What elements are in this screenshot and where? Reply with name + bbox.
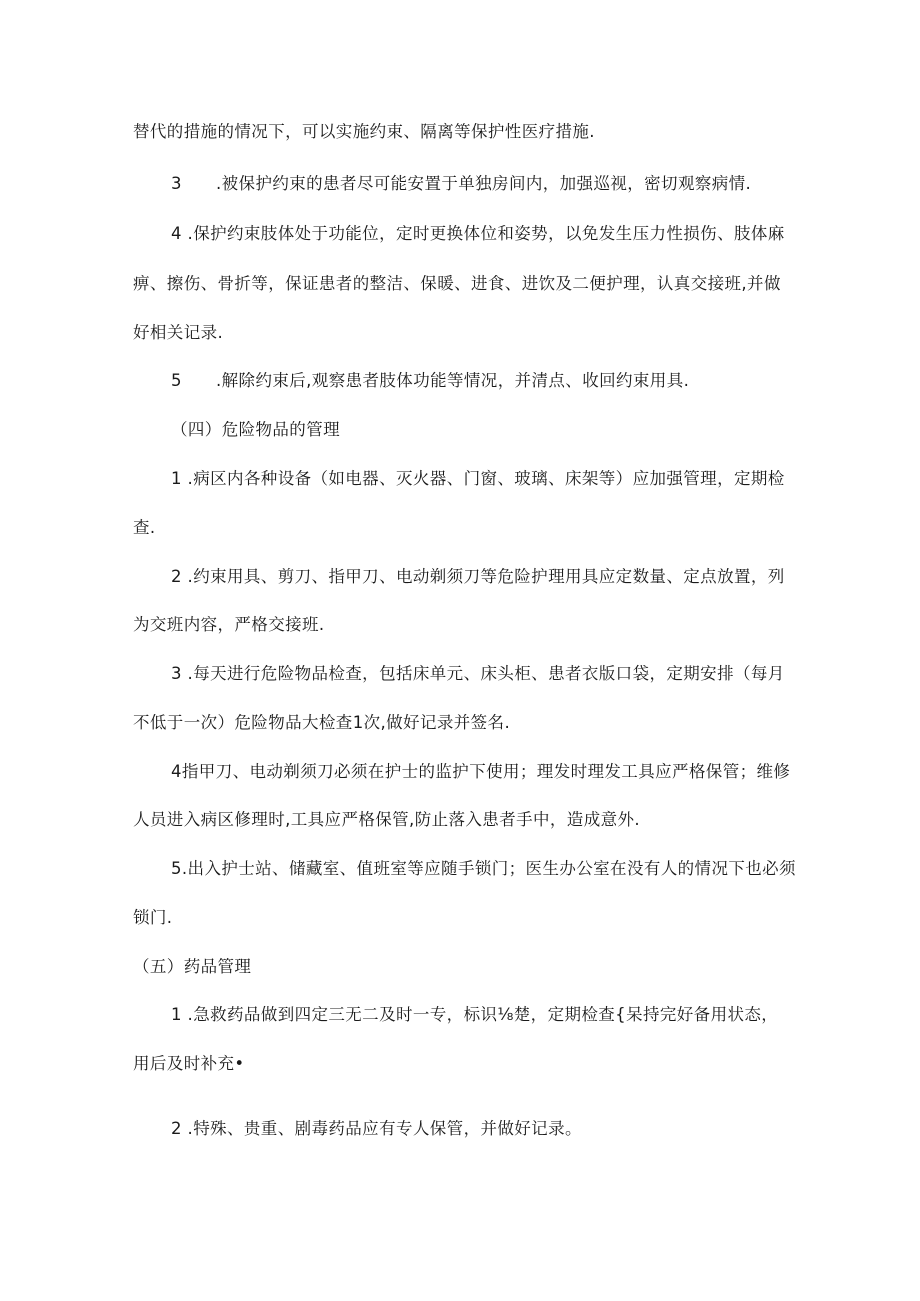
text-line: .解除约束后,观察患者肢体功能等情况，并清点、收回约束用具. xyxy=(216,371,690,390)
text-line: 4 .保护约束肢体处于功能位，定时更换体位和姿势，以免发生压力性损伤、肢体麻 xyxy=(171,224,785,243)
text-line: 查. xyxy=(133,518,156,537)
section-heading: （四）危险物品的管理 xyxy=(171,420,340,439)
text-line: 人员进入病区修理时,工具应严格保管,防止落入患者手中，造成意外. xyxy=(133,810,641,829)
text-line: 1 .急救药品做到四定三无二及时一专，标识⅛楚，定期检查{呆持完好备用状态， xyxy=(171,1005,779,1024)
text-line: 2 .特殊、贵重、剧毒药品应有专人保管，并做好记录。 xyxy=(171,1119,582,1138)
list-number: 5 xyxy=(171,371,182,390)
text-line: 替代的措施的情况下，可以实施约束、隔离等保护性医疗措施. xyxy=(133,122,595,141)
text-line: 2 .约束用具、剪刀、指甲刀、电动剃须刀等危险护理用具应定数量、定点放置，列 xyxy=(171,567,785,586)
text-line: 好相关记录. xyxy=(133,323,224,342)
text-line: 3 .每天进行危险物品检查，包括床单元、床头柜、患者衣版口袋，定期安排（每月 xyxy=(171,664,785,683)
text-line: 为交班内容，严格交接班. xyxy=(133,615,325,634)
text-line: 锁门. xyxy=(133,908,173,927)
text-line: 5.出入护士站、储藏室、值班室等应随手锁门；医生办公室在没有人的情况下也必须 xyxy=(171,859,796,878)
list-number: 3 xyxy=(171,174,182,193)
text-line: 用后及时补充• xyxy=(133,1054,245,1073)
text-line: 4指甲刀、电动剃须刀必须在护士的监护下使用；理发时理发工具应严格保管；维修 xyxy=(171,762,791,781)
text-line: 1 .病区内各种设备（如电器、灭火器、门窗、玻璃、床架等）应加强管理，定期检 xyxy=(171,469,785,488)
text-line: 不低于一次）危险物品大检查1次,做好记录并签名. xyxy=(133,713,511,732)
text-line: 痹、擦伤、骨折等，保证患者的整洁、保暖、进食、进饮及二便护理，认真交接班,并做 xyxy=(133,274,781,293)
text-line: .被保护约束的患者尽可能安置于单独房间内，加强巡视，密切观察病情. xyxy=(216,174,752,193)
section-heading: （五）药品管理 xyxy=(133,957,252,976)
